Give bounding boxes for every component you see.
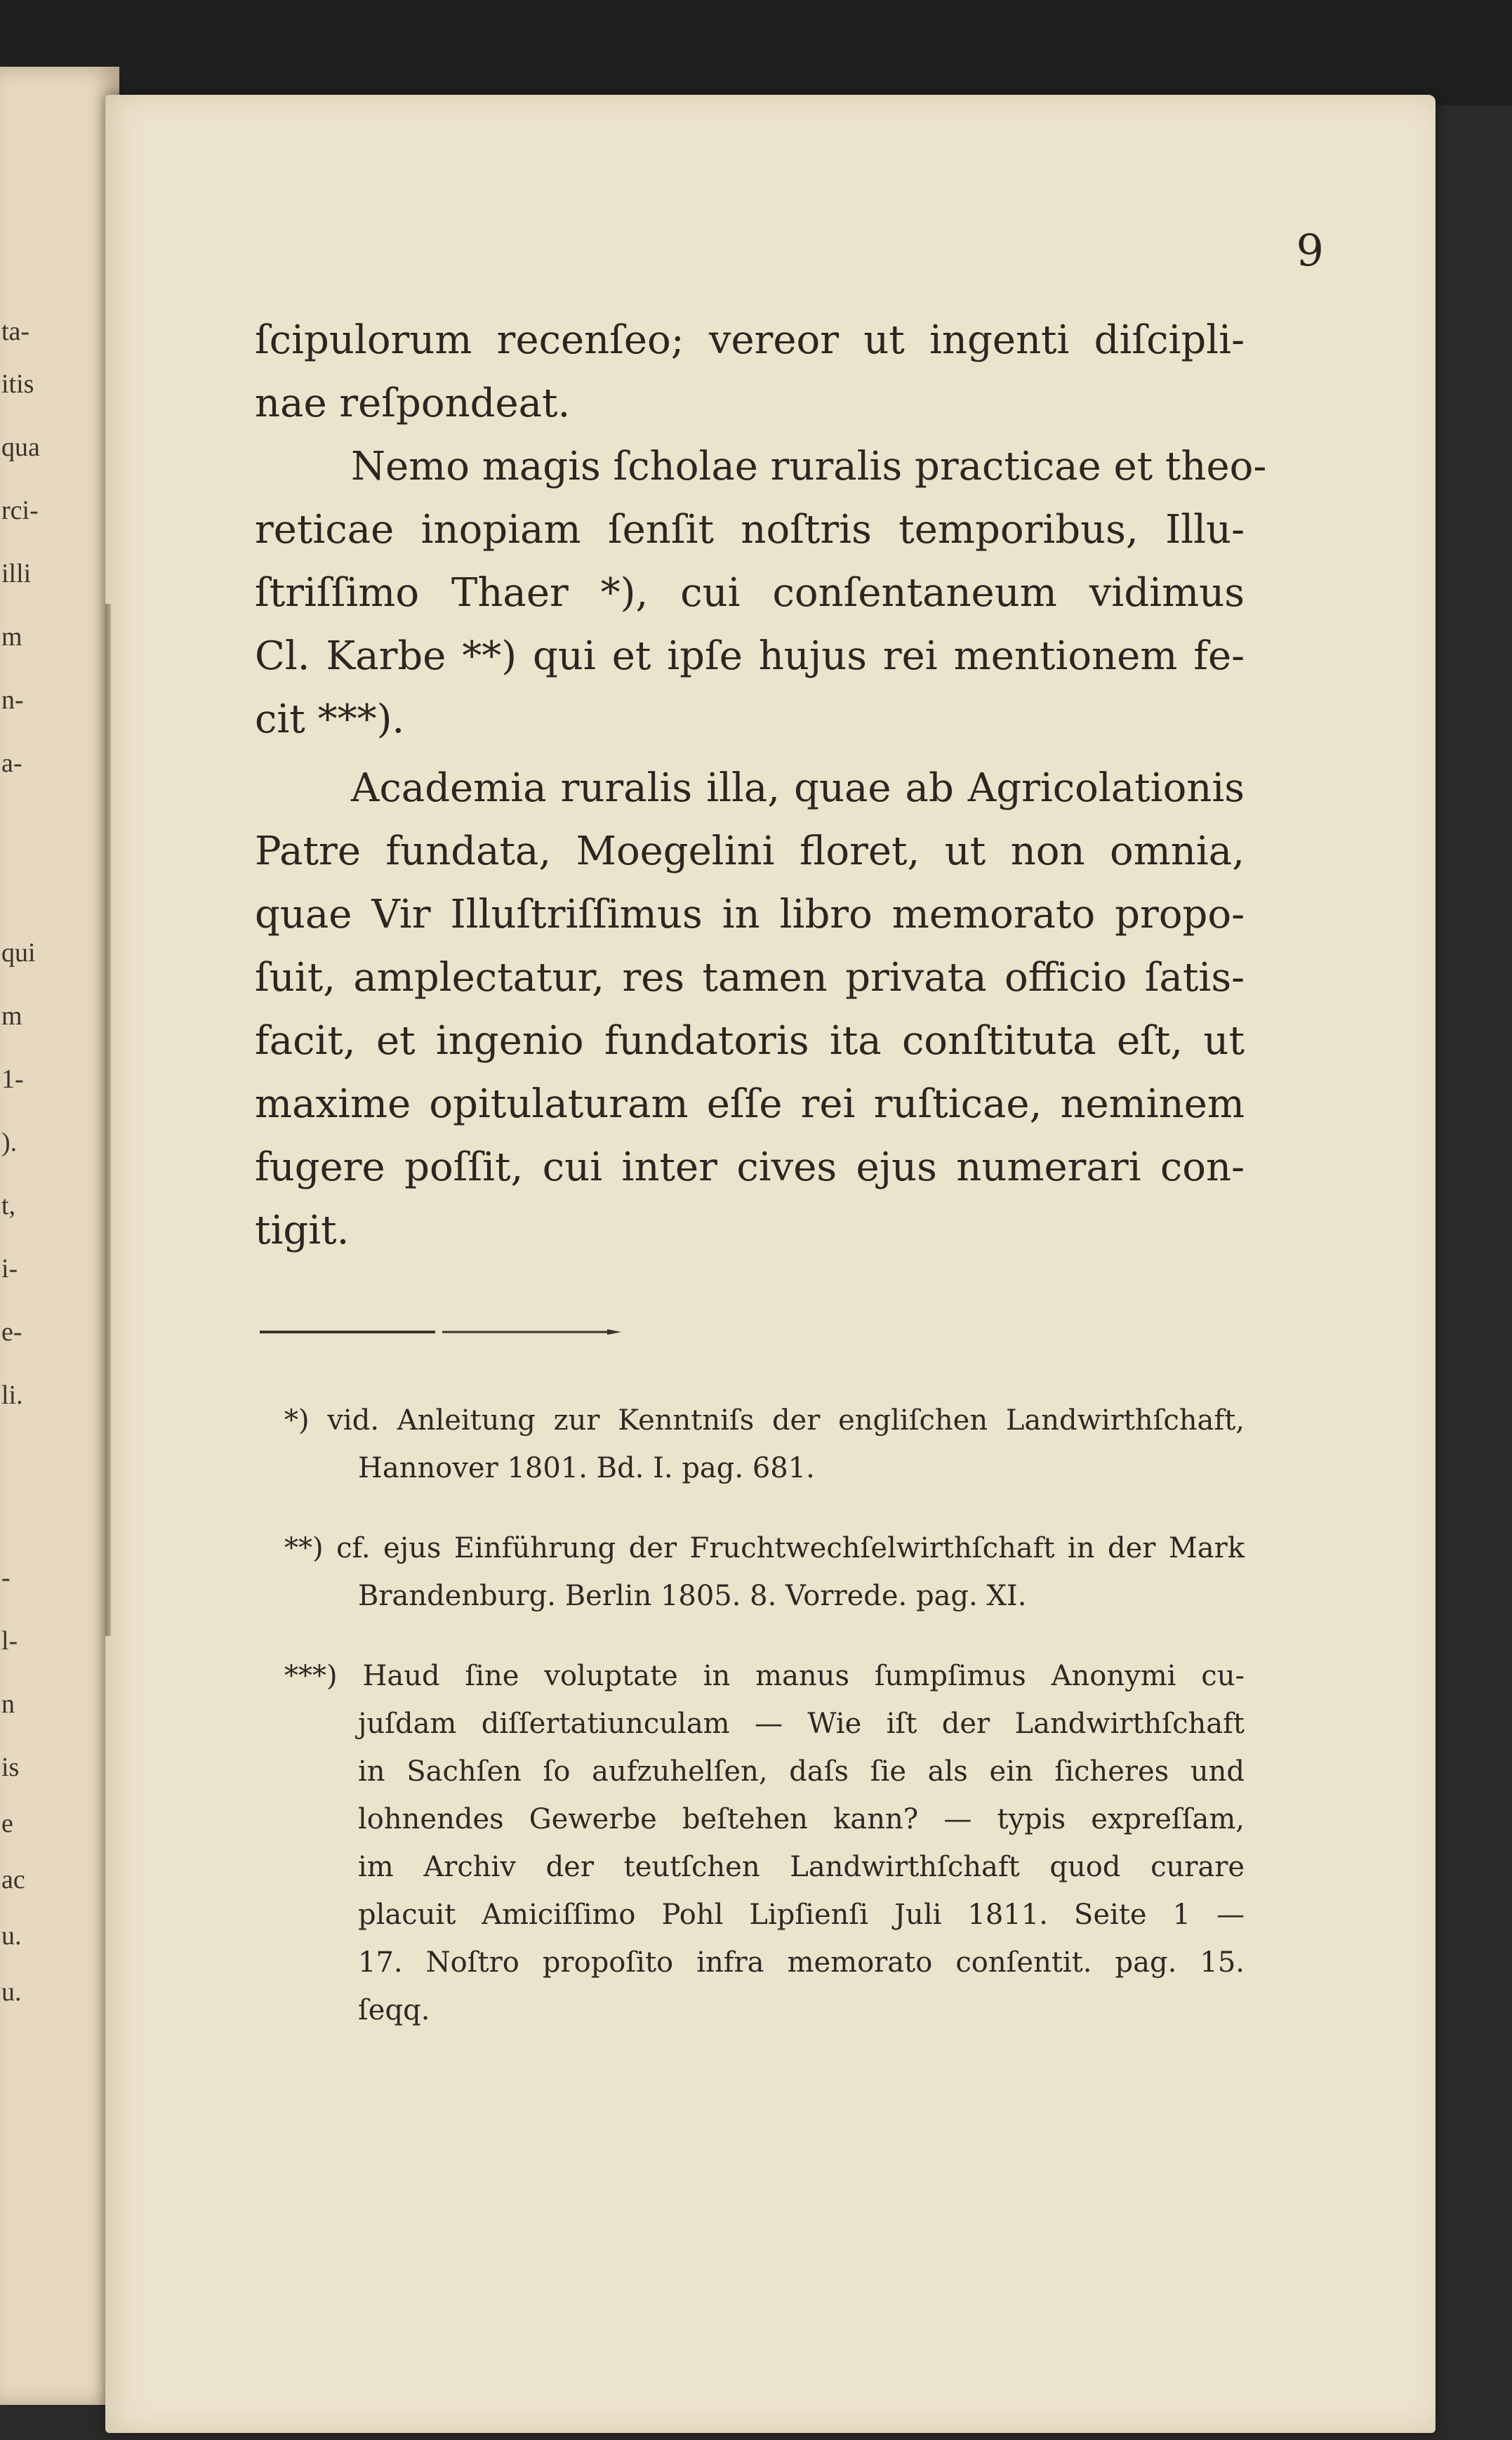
body-line: tigit. <box>255 1208 350 1253</box>
footnote-line: im Archiv der teutſchen Landwirthſchaft quod curare <box>358 1851 1245 1883</box>
left-page-fragment: 1- <box>1 1064 24 1094</box>
separator-rule <box>260 1328 621 1333</box>
left-page-fragment: qui <box>1 938 36 968</box>
left-page-fragment: n <box>1 1689 15 1719</box>
footnote-line: 17. Noſtro propoſito infra memorato conſentit. pag. 15. <box>358 1946 1245 1979</box>
left-page-fragment: rci- <box>1 496 39 525</box>
footnote-line: ſeqq. <box>358 1994 430 2026</box>
body-line: ſuit, amplectatur, res tamen privata officio ſatis- <box>255 955 1245 1001</box>
left-page-fragment: e- <box>1 1317 22 1347</box>
body-line: Patre fundata, Moegelini floret, ut non omnia, <box>255 829 1245 874</box>
left-page-fragment: m <box>1 622 22 652</box>
body-line: cit ***). <box>255 697 405 742</box>
page-number: 9 <box>1296 225 1324 276</box>
left-page-fragment: is <box>1 1753 20 1782</box>
footnote-line: juſdam diſſertatiunculam — Wie iſt der Landwirthſchaft <box>358 1708 1245 1740</box>
left-page-fragment: itis <box>1 369 34 399</box>
footnote-line: in Sachſen ſo aufzuhelſen, daſs ſie als ein ſicheres und <box>358 1755 1245 1788</box>
left-page-fragment: l- <box>1 1626 18 1656</box>
page-gutter-shadow <box>105 604 111 1636</box>
body-line: fugere poſſit, cui inter cives ejus numerari con- <box>255 1145 1245 1190</box>
body-line: facit, et ingenio fundatoris ita conſtituta eſt, ut <box>255 1018 1245 1064</box>
footnote-line: Hannover 1801. Bd. I. pag. 681. <box>358 1452 815 1484</box>
body-line: Cl. Karbe **) qui et ipſe hujus rei mentionem fe- <box>255 633 1245 679</box>
body-line: Nemo magis ſcholae ruralis practicae et theo- <box>351 444 1267 489</box>
footnote-line: ***) Haud ſine voluptate in manus ſumpſimus Anonymi cu- <box>284 1660 1245 1692</box>
body-line: quae Vir Illuſtriſſimus in libro memorato propo- <box>255 892 1245 937</box>
footnote-line: lohnendes Gewerbe beſtehen kann? — typis expreſſam, <box>358 1803 1245 1835</box>
previous-page-edge <box>0 67 119 2405</box>
left-page-fragment: m <box>1 1001 22 1031</box>
left-page-fragment: u. <box>1 1921 22 1951</box>
footnote-line: *) vid. Anleitung zur Kenntniſs der engliſchen Landwirthſchaft, <box>284 1404 1245 1437</box>
left-page-fragment: qua <box>1 433 40 462</box>
left-page-fragment: a- <box>1 749 22 778</box>
left-page-fragment: e <box>1 1809 13 1838</box>
body-line: maxime opitulaturam eſſe rei ruſticae, neminem <box>255 1081 1245 1127</box>
left-page-fragment: ta- <box>1 317 30 346</box>
left-page-fragment: illi <box>1 559 32 588</box>
body-line: reticae inopiam ſenſit noſtris temporibus, Illu- <box>255 507 1245 553</box>
footnote-line: **) cf. ejus Einführung der Fruchtwechſelwirthſchaft in der Mark <box>284 1532 1245 1564</box>
left-page-fragment: i- <box>1 1254 18 1284</box>
footnote-line: placuit Amiciſſimo Pohl Lipſienſi Juli 1811. Seite 1 — <box>358 1899 1245 1931</box>
body-line: Academia ruralis illa, quae ab Agricolationis <box>351 765 1245 811</box>
body-line: ſtriſſimo Thaer *), cui conſentaneum vidimus <box>255 570 1245 616</box>
footnote-line: Brandenburg. Berlin 1805. 8. Vorrede. pag. XI. <box>358 1580 1027 1612</box>
body-line: ſcipulorum recenſeo; vereor ut ingenti diſcipli- <box>255 317 1245 363</box>
left-page-fragment: u. <box>1 1977 22 2007</box>
left-page-fragment: ). <box>1 1128 18 1157</box>
left-page-fragment: n- <box>1 685 24 715</box>
left-page-fragment: - <box>1 1563 11 1592</box>
body-line: nae reſpondeat. <box>255 381 571 426</box>
left-page-fragment: ac <box>1 1865 25 1894</box>
dark-background <box>0 0 1512 105</box>
left-page-fragment: li. <box>1 1380 23 1410</box>
left-page-fragment: t, <box>1 1191 16 1220</box>
